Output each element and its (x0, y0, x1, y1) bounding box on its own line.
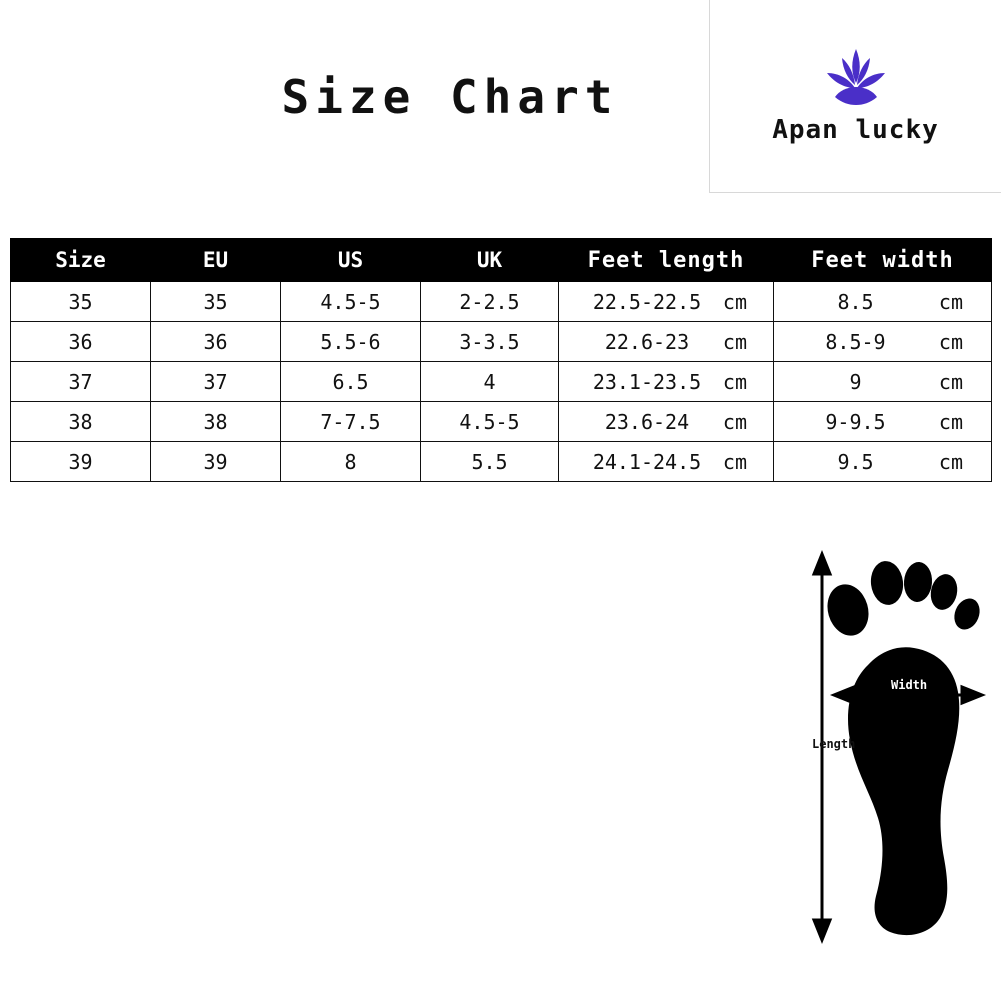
length-label: Length (812, 737, 856, 751)
table-row (11, 322, 992, 362)
cell-size: 37 (11, 362, 151, 402)
cell-feet-length (559, 322, 774, 362)
table-row (11, 442, 992, 482)
cell-feet-width-value: 9-9.5 (825, 409, 886, 434)
cell-feet-width-unit: cm (938, 329, 963, 354)
cell-uk: 2-2.5 (421, 282, 559, 322)
cell-feet-length (559, 362, 774, 402)
cell-feet-length-value: 23.1-23.5 (592, 369, 702, 394)
cell-feet-width (774, 442, 992, 482)
cell-feet-length-unit: cm (722, 289, 747, 314)
cell-feet-length (559, 402, 774, 442)
cell-us: 4.5-5 (281, 282, 421, 322)
cell-us: 7-7.5 (281, 402, 421, 442)
cell-feet-width (774, 322, 992, 362)
cell-feet-length-unit: cm (722, 369, 747, 394)
cell-us: 6.5 (281, 362, 421, 402)
cell-feet-length-unit: cm (722, 409, 747, 434)
cell-feet-length (559, 282, 774, 322)
cell-feet-length (559, 442, 774, 482)
cell-eu: 39 (151, 442, 281, 482)
brand-name: Apan lucky (772, 115, 939, 145)
cell-size: 35 (11, 282, 151, 322)
column-header-uk: UK (421, 239, 559, 282)
cell-feet-length-value: 22.6-23 (604, 329, 690, 354)
table-header-row (11, 239, 992, 282)
column-header-feet-width: Feet width (774, 239, 992, 282)
table-row (11, 362, 992, 402)
table-row (11, 402, 992, 442)
cell-uk: 4 (421, 362, 559, 402)
cell-feet-length-value: 22.5-22.5 (592, 289, 702, 314)
column-header-eu: EU (151, 239, 281, 282)
cell-feet-width-unit: cm (938, 449, 963, 474)
cell-eu: 37 (151, 362, 281, 402)
size-chart-table (10, 238, 992, 482)
cell-feet-width-value: 9 (849, 369, 862, 394)
cell-feet-length-unit: cm (722, 329, 747, 354)
column-header-feet-length: Feet length (559, 239, 774, 282)
cell-feet-length-value: 24.1-24.5 (592, 449, 702, 474)
cell-feet-length-value: 23.6-24 (604, 409, 690, 434)
cell-feet-width (774, 402, 992, 442)
cell-us: 8 (281, 442, 421, 482)
cell-feet-width (774, 282, 992, 322)
cell-uk: 4.5-5 (421, 402, 559, 442)
table-row (11, 282, 992, 322)
cell-us: 5.5-6 (281, 322, 421, 362)
cell-feet-width-value: 8.5 (837, 289, 874, 314)
cell-size: 36 (11, 322, 151, 362)
column-header-size: Size (11, 239, 151, 282)
cell-feet-width-unit: cm (938, 289, 963, 314)
cell-feet-width-unit: cm (938, 369, 963, 394)
cell-size: 38 (11, 402, 151, 442)
cell-size: 39 (11, 442, 151, 482)
column-header-us: US (281, 239, 421, 282)
cell-eu: 35 (151, 282, 281, 322)
width-label: Width (891, 678, 928, 692)
cell-feet-length-unit: cm (722, 449, 747, 474)
cell-uk: 3-3.5 (421, 322, 559, 362)
foot-measurement-diagram (790, 540, 995, 950)
cell-feet-width (774, 362, 992, 402)
size-chart-table-wrapper (10, 238, 991, 482)
cell-eu: 36 (151, 322, 281, 362)
cell-feet-width-unit: cm (938, 409, 963, 434)
page-title: Size Chart (281, 70, 619, 124)
cell-feet-width-value: 9.5 (837, 449, 874, 474)
cell-feet-width-value: 8.5-9 (825, 329, 886, 354)
cell-uk: 5.5 (421, 442, 559, 482)
cell-eu: 38 (151, 402, 281, 442)
